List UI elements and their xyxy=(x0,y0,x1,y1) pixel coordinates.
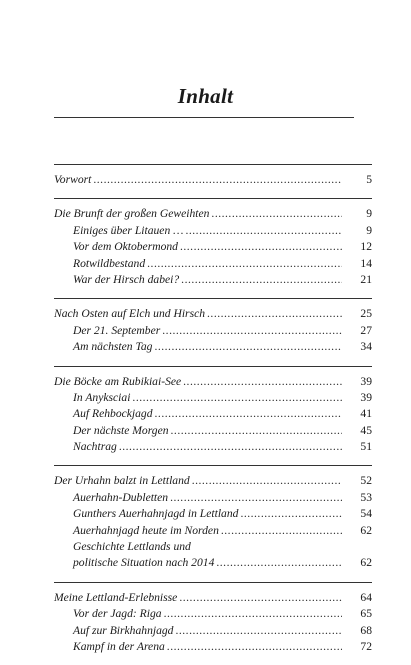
toc-subentry xyxy=(54,539,372,555)
toc-entry-title: Am nächsten Tag xyxy=(73,340,153,354)
toc-page-number: 54 xyxy=(360,507,372,521)
dot-leader xyxy=(183,374,342,390)
toc-page-number: 53 xyxy=(360,490,372,504)
toc-entry-title: Gunthers Auerhahnjagd in Lettland xyxy=(73,507,239,521)
toc-entry-title: politische Situation nach 2014 xyxy=(73,556,215,570)
toc-entry xyxy=(54,473,372,489)
dot-leader xyxy=(175,623,342,639)
toc-page-number: 9 xyxy=(366,223,372,237)
toc-subentry xyxy=(54,639,372,655)
toc-page-number: 68 xyxy=(360,623,372,637)
dot-leader xyxy=(170,490,342,506)
toc-subentry xyxy=(54,423,372,439)
toc-entry-title: Der Urhahn balzt in Lettland xyxy=(54,474,190,488)
toc-entry-title: Nachtrag xyxy=(73,440,117,454)
toc-entry-title: Die Böcke am Rubikiai-See xyxy=(54,374,182,388)
toc-subentry xyxy=(54,390,372,406)
dot-leader xyxy=(119,439,342,455)
dot-leader xyxy=(162,323,342,339)
toc-entry-title: Der nächste Morgen xyxy=(73,423,169,437)
toc-entry-title: Auf Rehbockjagd xyxy=(73,407,153,421)
dot-leader xyxy=(240,506,342,522)
toc-entry-title: Nach Osten auf Elch und Hirsch xyxy=(54,307,206,321)
toc-section xyxy=(54,198,372,298)
toc-page-number: 34 xyxy=(360,340,372,354)
toc-entry-title: In Anyksciai xyxy=(73,390,131,404)
toc-entry-title: Auerhahnjagd heute im Norden xyxy=(73,523,219,537)
toc-subentry xyxy=(54,555,372,571)
toc-subentry xyxy=(54,256,372,272)
toc-page-number: 9 xyxy=(366,207,372,221)
toc-page-number: 25 xyxy=(360,307,372,321)
toc-page-number: 12 xyxy=(360,240,372,254)
dot-leader xyxy=(185,223,342,239)
toc-page-number: 27 xyxy=(360,323,372,337)
toc-subentry xyxy=(54,239,372,255)
toc-section xyxy=(54,298,372,365)
toc-page-number: 41 xyxy=(360,407,372,421)
toc-page-number: 64 xyxy=(360,590,372,604)
dot-leader xyxy=(154,339,342,355)
toc-subentry xyxy=(54,339,372,355)
dot-leader xyxy=(179,590,342,606)
toc-entry-title: Vor dem Oktobermond xyxy=(73,240,178,254)
page-title: Inhalt xyxy=(177,84,234,108)
toc-page-number: 21 xyxy=(360,272,372,286)
toc-subentry xyxy=(54,406,372,422)
toc-entry-title: Einiges über Litauen … xyxy=(73,223,184,237)
dot-leader xyxy=(171,423,342,439)
toc-page-number: 62 xyxy=(360,523,372,537)
toc-page-number: 62 xyxy=(360,556,372,570)
toc-entry-title: War der Hirsch dabei? xyxy=(73,272,180,286)
toc-entry-title: Auf zur Birkhahnjagd xyxy=(73,623,174,637)
title-divider xyxy=(54,117,354,118)
dot-leader xyxy=(180,239,342,255)
toc-page-number: 45 xyxy=(360,423,372,437)
dot-leader xyxy=(181,272,342,288)
toc-entry xyxy=(54,306,372,322)
dot-leader xyxy=(221,523,342,539)
toc-subentry xyxy=(54,623,372,639)
toc-subentry xyxy=(54,223,372,239)
dot-leader xyxy=(164,606,342,622)
dot-leader xyxy=(211,206,342,222)
toc-subentry xyxy=(54,606,372,622)
toc-entry-title: Der 21. September xyxy=(73,323,161,337)
toc-entry-title: Kampf in der Arena xyxy=(73,639,165,653)
dot-leader xyxy=(132,390,342,406)
toc-entry xyxy=(54,374,372,390)
dot-leader xyxy=(155,406,342,422)
toc-subentry xyxy=(54,490,372,506)
toc-page-number: 14 xyxy=(360,256,372,270)
toc-page-number: 39 xyxy=(360,390,372,404)
dot-leader xyxy=(167,639,342,655)
toc-entry xyxy=(54,172,372,188)
dot-leader xyxy=(147,256,342,272)
dot-leader xyxy=(192,473,342,489)
toc-entry xyxy=(54,206,372,222)
toc-section xyxy=(54,366,372,466)
toc-subentry xyxy=(54,272,372,288)
dot-leader xyxy=(207,306,342,322)
toc-section xyxy=(54,465,372,581)
toc-entry-title: Auerhahn-Dubletten xyxy=(73,490,169,504)
toc-section xyxy=(54,164,372,198)
toc-subentry xyxy=(54,523,372,539)
toc-page-number: 52 xyxy=(360,474,372,488)
toc-section xyxy=(54,582,372,665)
toc-page-number: 39 xyxy=(360,374,372,388)
toc-subentry xyxy=(54,506,372,522)
toc-entry-title: Geschichte Lettlands und xyxy=(73,540,191,554)
toc-entry-title: Vor der Jagd: Riga xyxy=(73,607,162,621)
toc-entry-title: Die Brunft der großen Geweihten xyxy=(54,207,210,221)
dot-leader xyxy=(216,555,342,571)
toc-entry-title: Rotwildbestand xyxy=(73,256,146,270)
toc-entry-title: Vorwort xyxy=(54,173,92,186)
toc-page-number: 72 xyxy=(360,639,372,653)
toc-page-number: 51 xyxy=(360,440,372,454)
toc-entry-title: Meine Lettland-Erlebnisse xyxy=(54,590,178,604)
toc-page-number: 5 xyxy=(366,173,372,186)
toc-subentry xyxy=(54,323,372,339)
table-of-contents xyxy=(54,164,372,665)
toc-page-number: 65 xyxy=(360,607,372,621)
toc-entry xyxy=(54,590,372,606)
toc-subentry xyxy=(54,439,372,455)
dot-leader xyxy=(93,172,342,188)
